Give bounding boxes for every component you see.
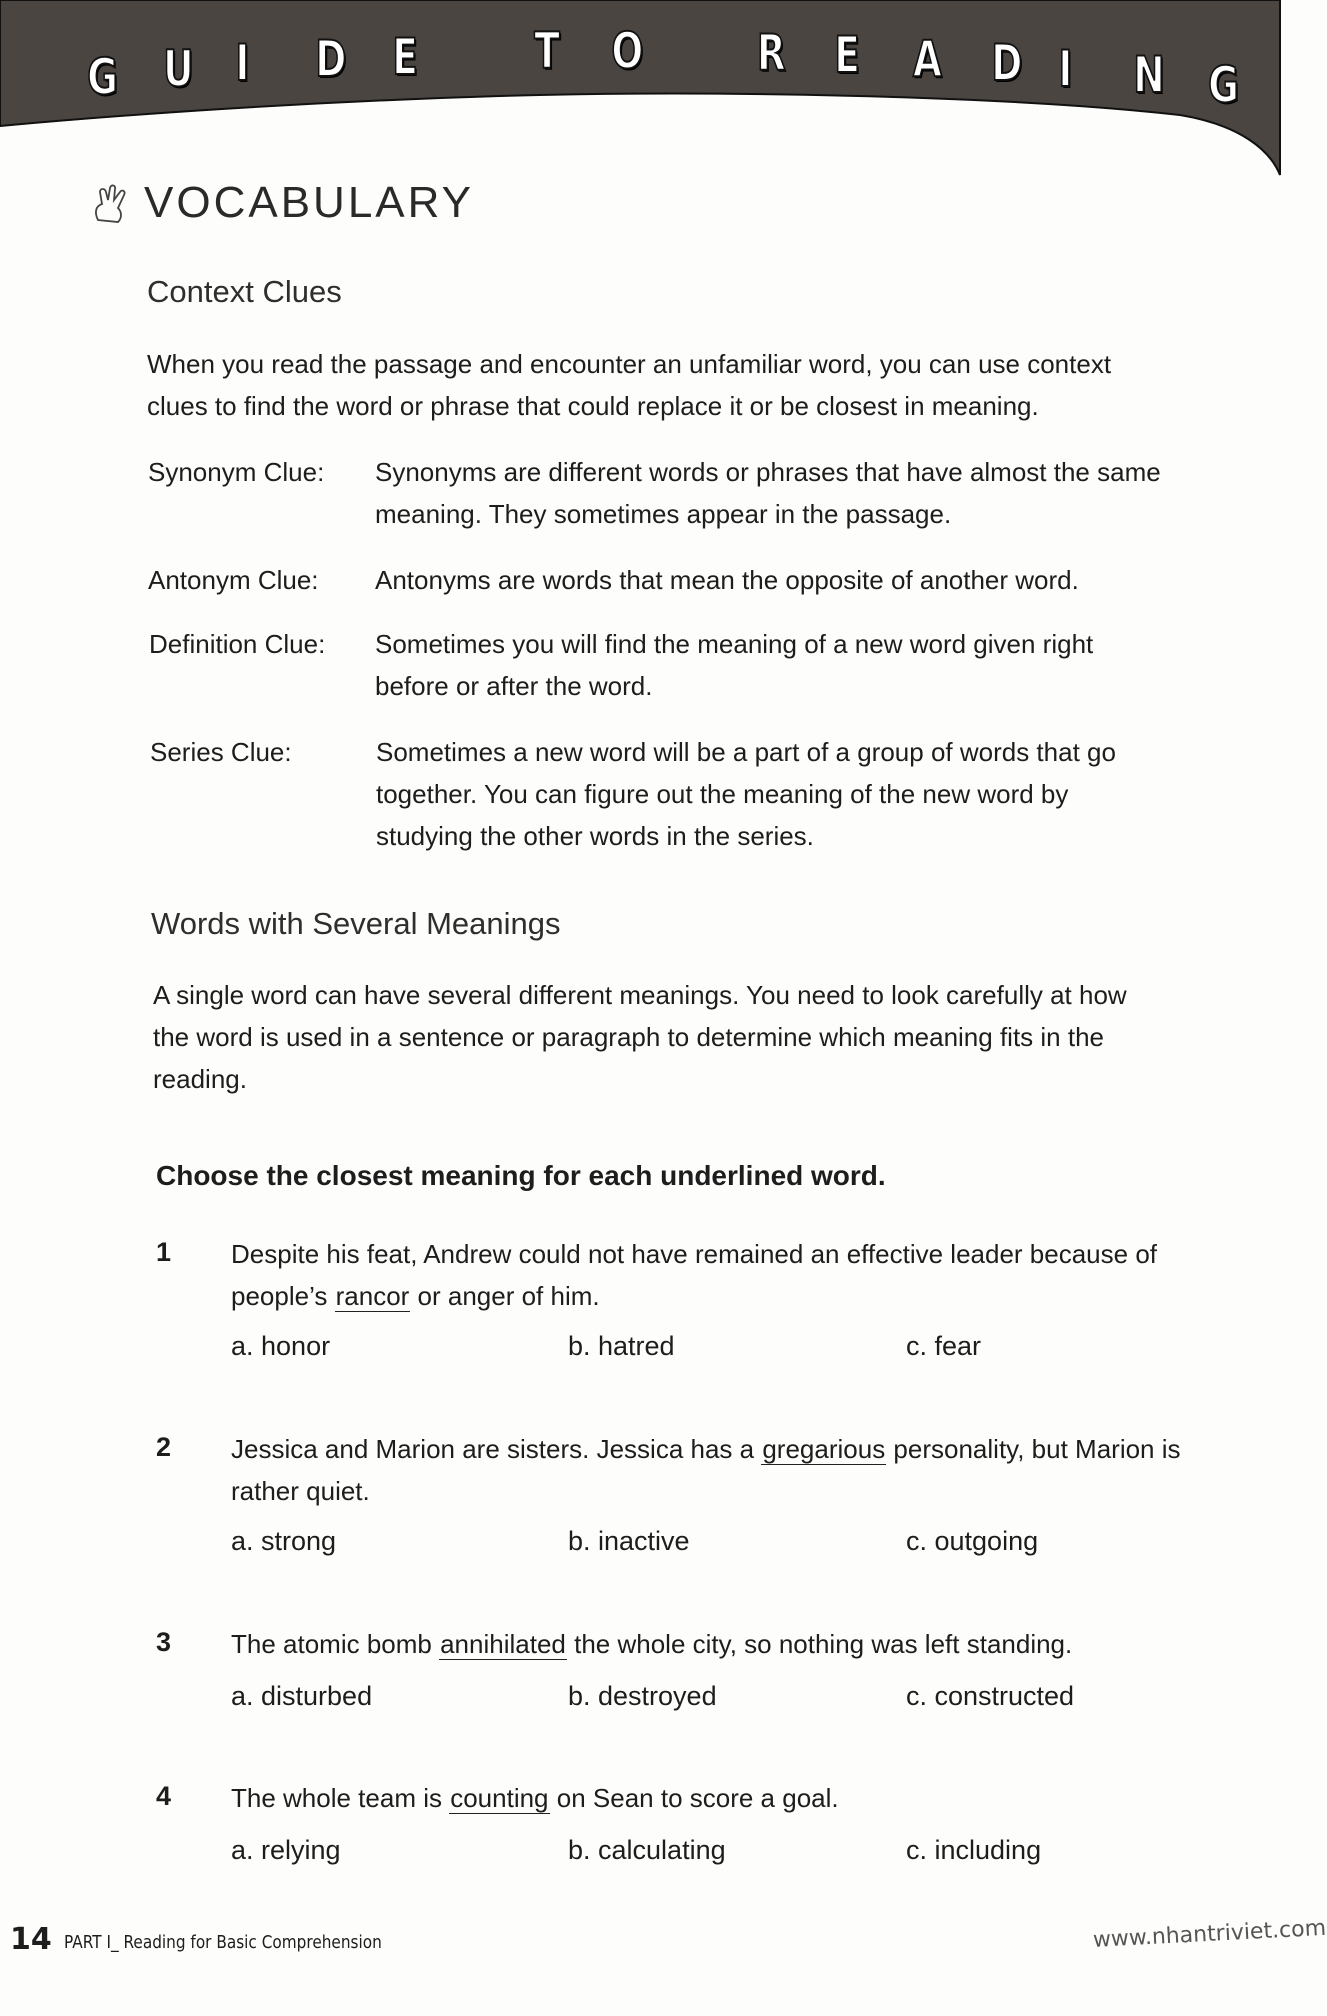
answer-option[interactable]: a. relying <box>231 1835 341 1865</box>
title-letter: R <box>756 24 786 82</box>
definition-clue-label: Definition Clue: <box>149 629 326 659</box>
website-link: www.nhantriviet.com <box>1092 1915 1327 1953</box>
question-text-after: on Sean to score a goal. <box>549 1783 839 1813</box>
title-letter: A <box>912 30 942 88</box>
question-text-before: Jessica and Marion are sisters. Jessica has a <box>231 1434 762 1464</box>
title-letter: T <box>534 22 560 80</box>
answer-option[interactable]: b. hatred <box>568 1331 675 1361</box>
antonym-clue-definition <box>375 559 1235 601</box>
intro-line: clues to find the word or phrase that could replace it or be closest in meaning. <box>147 391 1039 421</box>
answer-option[interactable]: a. honor <box>231 1331 331 1361</box>
underlined-word: counting <box>450 1783 549 1813</box>
question-text-after: or anger of him. <box>410 1281 600 1311</box>
title-letter: D <box>315 30 347 88</box>
definition-line: together. You can figure out the meaning of the new word by <box>376 779 1069 809</box>
section-title <box>92 178 474 228</box>
answer-option[interactable]: b. inactive <box>568 1526 690 1556</box>
synonym-clue-definition <box>375 451 1235 535</box>
question-text <box>231 1777 1231 1819</box>
answer-option[interactable]: c. outgoing <box>906 1526 1039 1556</box>
title-letter: I <box>235 34 250 92</box>
page-title <box>0 0 1280 140</box>
title-letter: G <box>87 48 118 106</box>
question-text-before: Despite his feat, Andrew could not have remained an effective leader because of people’s <box>231 1239 1157 1311</box>
hand-pointing-icon <box>92 182 130 224</box>
answer-option[interactable]: b. calculating <box>568 1835 726 1865</box>
title-letter: O <box>611 22 644 80</box>
title-letter: N <box>1133 46 1165 104</box>
context-clues-heading: Context Clues <box>147 274 342 309</box>
question-number: 1 <box>156 1237 172 1267</box>
part-title: PART I_ Reading for Basic Comprehension <box>64 1932 382 1953</box>
several-meanings-text <box>153 974 1263 1100</box>
title-letter: G <box>1208 56 1239 114</box>
underlined-word: gregarious <box>762 1434 886 1464</box>
question-text <box>231 1233 1231 1317</box>
answer-option[interactable]: c. including <box>906 1835 1042 1865</box>
question-text-before: The whole team is <box>231 1783 450 1813</box>
answer-option[interactable]: c. constructed <box>906 1681 1075 1711</box>
series-clue-definition <box>376 731 1236 857</box>
text-line: A single word can have several different meanings. You need to look carefully at how <box>153 980 1127 1010</box>
definition-line: Sometimes a new word will be a part of a group of words that go <box>376 737 1116 767</box>
page-number: 14 <box>10 1922 52 1957</box>
answer-option[interactable]: a. strong <box>231 1526 337 1556</box>
intro-line: When you read the passage and encounter an unfamiliar word, you can use context <box>147 349 1112 379</box>
title-letter: I <box>1058 40 1073 98</box>
vocabulary-heading: VOCABULARY <box>144 178 474 227</box>
question-text-after: personality, but Marion is rather quiet. <box>231 1434 1181 1506</box>
text-line: the word is used in a sentence or paragraph to determine which meaning fits in the <box>153 1022 1104 1052</box>
antonym-clue-label: Antonym Clue: <box>148 565 319 595</box>
question-text <box>231 1623 1231 1665</box>
several-meanings-heading: Words with Several Meanings <box>151 906 561 941</box>
definition-line: meaning. They sometimes appear in the passage. <box>375 499 952 529</box>
title-letter: E <box>392 28 418 86</box>
question-number: 4 <box>156 1781 172 1811</box>
title-letter: E <box>834 26 860 84</box>
answer-option[interactable]: b. destroyed <box>568 1681 717 1711</box>
synonym-clue-label: Synonym Clue: <box>148 457 325 487</box>
definition-line: before or after the word. <box>375 671 653 701</box>
answer-option[interactable]: c. fear <box>906 1331 982 1361</box>
question-number: 2 <box>156 1432 172 1462</box>
exercise-instruction: Choose the closest meaning for each underlined word. <box>156 1160 886 1191</box>
question-text <box>231 1428 1231 1512</box>
question-number: 3 <box>156 1627 172 1657</box>
underlined-word: rancor <box>335 1281 410 1311</box>
title-letter: U <box>163 40 194 98</box>
definition-clue-definition <box>375 623 1235 707</box>
title-letter: D <box>991 34 1023 92</box>
question-text-before: The atomic bomb <box>231 1629 440 1659</box>
definition-line: Antonyms are words that mean the opposite of another word. <box>375 565 1079 595</box>
underlined-word: annihilated <box>440 1629 566 1659</box>
series-clue-label: Series Clue: <box>150 737 292 767</box>
context-clues-intro <box>147 343 1247 427</box>
answer-option[interactable]: a. disturbed <box>231 1681 373 1711</box>
definition-line: Synonyms are different words or phrases that have almost the same <box>375 457 1161 487</box>
definition-line: studying the other words in the series. <box>376 821 814 851</box>
definition-line: Sometimes you will find the meaning of a new word given right <box>375 629 1094 659</box>
text-line: reading. <box>153 1064 247 1094</box>
question-text-after: the whole city, so nothing was left standing. <box>566 1629 1073 1659</box>
